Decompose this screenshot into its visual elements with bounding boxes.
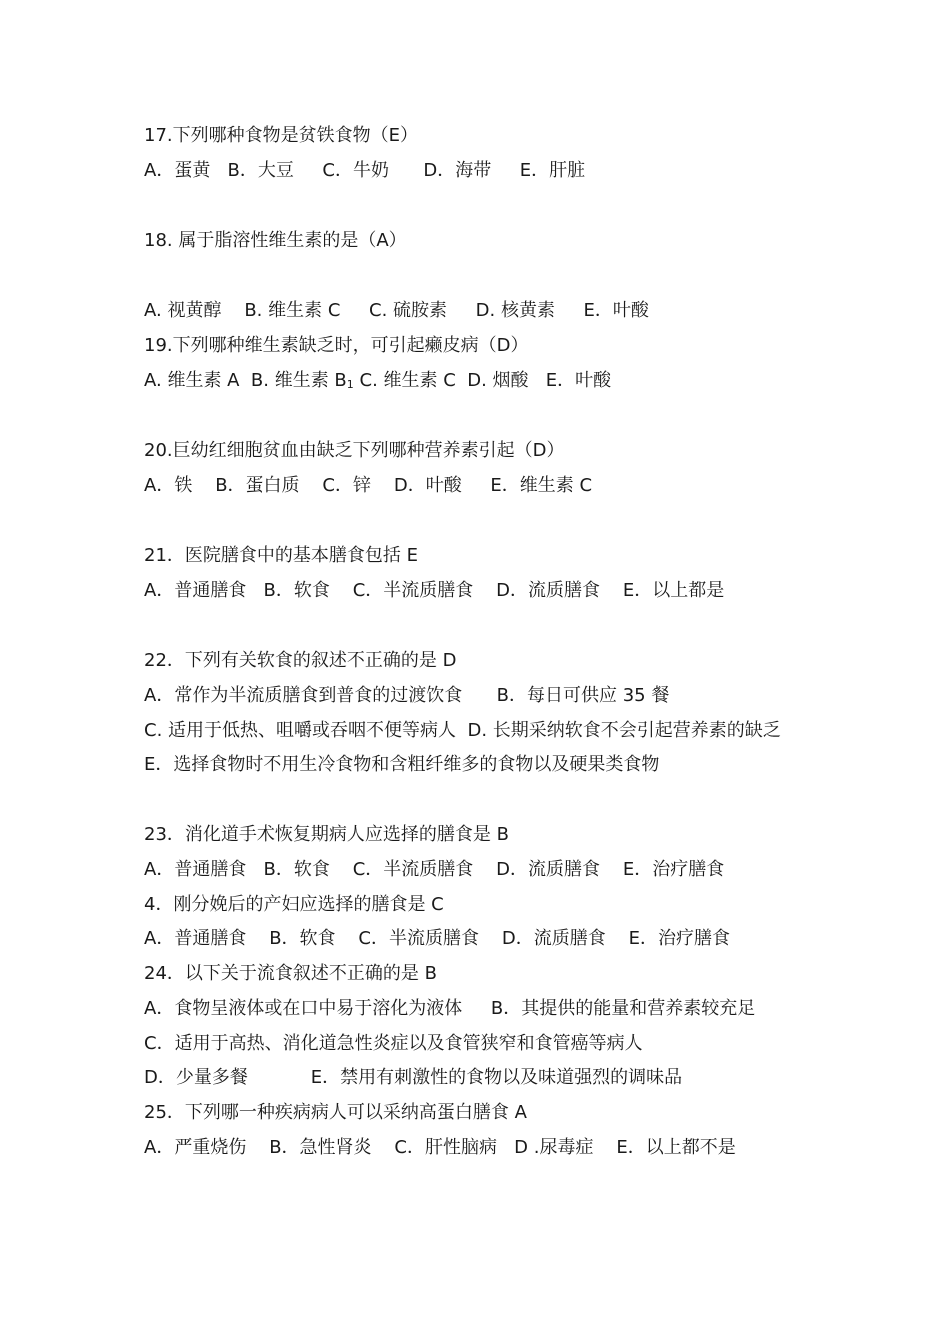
question-23-options: A．普通膳食 B．软食 C．半流质膳食 D．流质膳食 E．治疗膳食	[144, 859, 725, 880]
question-17: 17.下列哪种食物是贫铁食物（E）	[144, 125, 418, 146]
question-24: 24．以下关于流食叙述不正确的是 B	[144, 963, 437, 984]
question-22: 22．下列有关软食的叙述不正确的是 D	[144, 650, 457, 671]
question-19-options-part1: A. 维生素 A B. 维生素 B	[144, 370, 347, 391]
question-22-option-ab: A．常作为半流质膳食到普食的过渡饮食 B．每日可供应 35 餐	[144, 685, 670, 706]
question-24-option-ab: A．食物呈液体或在口中易于溶化为液体 B．其提供的能量和营养素较充足	[144, 998, 756, 1019]
question-20-options: A．铁 B．蛋白质 C．锌 D．叶酸 E．维生素 C	[144, 475, 593, 496]
question-18: 18. 属于脂溶性维生素的是（A）	[144, 230, 407, 251]
question-4: 4．刚分娩后的产妇应选择的膳食是 C	[144, 894, 444, 915]
question-22-option-cd: C. 适用于低热、咀嚼或吞咽不便等病人 D. 长期采纳软食不会引起营养素的缺乏	[144, 720, 781, 741]
question-19-options	[144, 369, 611, 397]
question-20: 20.巨幼红细胞贫血由缺乏下列哪种营养素引起（D）	[144, 440, 565, 461]
question-18-options: A. 视黄醇 B. 维生素 C C. 硫胺素 D. 核黄素 E．叶酸	[144, 300, 649, 321]
question-19: 19.下列哪种维生素缺乏时，可引起癞皮病（D）	[144, 335, 529, 356]
question-22-option-e: E．选择食物时不用生冷食物和含粗纤维多的食物以及硬果类食物	[144, 754, 660, 775]
question-17-options: A．蛋黄 B．大豆 C．牛奶 D．海带 E．肝脏	[144, 160, 586, 181]
question-19-options-part2: C. 维生素 C D. 烟酸 E．叶酸	[353, 370, 612, 391]
question-25-options: A．严重烧伤 B．急性肾炎 C．肝性脑病 D .尿毒症 E．以上都不是	[144, 1137, 736, 1158]
question-25: 25．下列哪一种疾病病人可以采纳高蛋白膳食 A	[144, 1102, 527, 1123]
question-21-options: A．普通膳食 B．软食 C．半流质膳食 D．流质膳食 E．以上都是	[144, 580, 725, 601]
question-24-option-c: C．适用于高热、消化道急性炎症以及食管狭窄和食管癌等病人	[144, 1033, 643, 1054]
question-23: 23．消化道手术恢复期病人应选择的膳食是 B	[144, 824, 509, 845]
question-21: 21．医院膳食中的基本膳食包括 E	[144, 545, 418, 566]
subscript-one: 1	[346, 378, 354, 391]
question-4-options: A．普通膳食 B．软食 C．半流质膳食 D．流质膳食 E．治疗膳食	[144, 928, 731, 949]
question-24-option-de: D．少量多餐 E．禁用有刺激性的食物以及味道强烈的调味品	[144, 1067, 683, 1088]
